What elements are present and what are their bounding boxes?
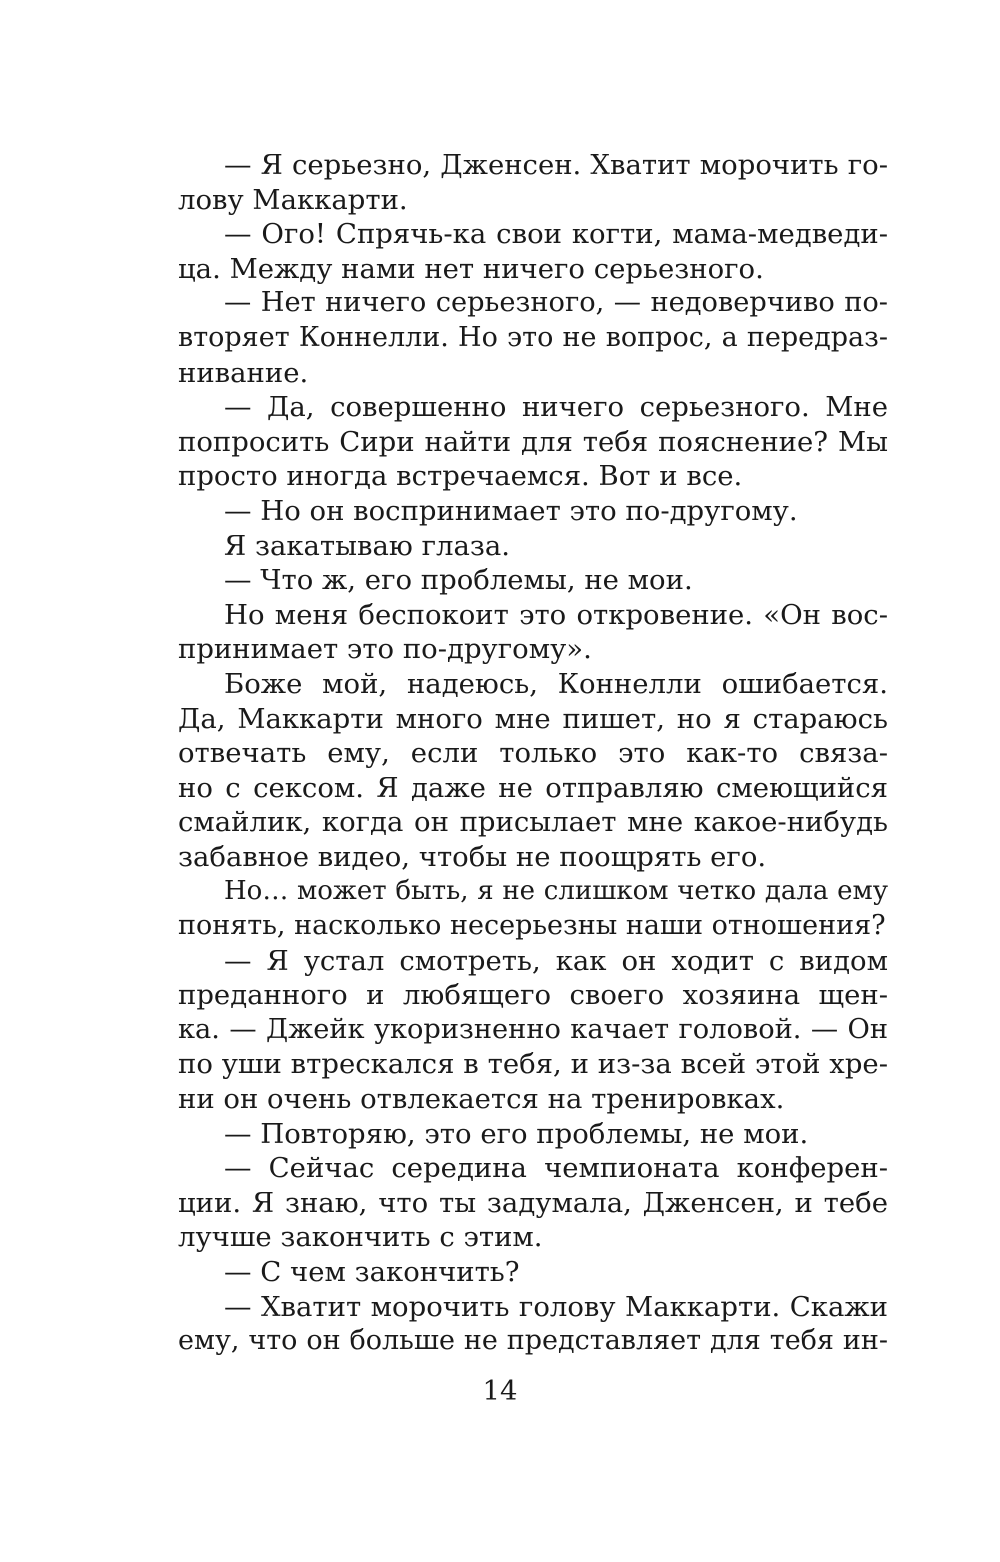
text-line: забавное видео, чтобы не поощрять его. [178, 840, 767, 873]
text-line: — Сейчас середина чемпионата конферен- [224, 1152, 888, 1185]
text-line: — Нет ничего серьезного, — недоверчиво по- [224, 287, 888, 319]
text-line: нивание. [178, 356, 309, 389]
text-line: смайлик, когда он присылает мне какое-нибудь [178, 806, 888, 839]
text-line: — Хватит морочить голову Маккарти. Скажи [224, 1290, 888, 1323]
text-line: ка. — Джейк укоризненно качает головой. — Он [178, 1013, 888, 1045]
text-line: отвечать ему, если только это как-то связа- [178, 737, 888, 770]
text-line: — Что ж, его проблемы, не мои. [224, 564, 693, 597]
text-line: Но… может быть, я не слишком четко дала ему [224, 876, 888, 907]
text-line: — Но он воспринимает это по-другому. [224, 494, 798, 527]
text-line: ции. Я знаю, что ты задумала, Дженсен, и тебе [178, 1186, 888, 1219]
text-line: просто иногда встречаемся. Вот и все. [178, 460, 743, 493]
text-line: но с сексом. Я даже не отправляю смеющийся [178, 771, 888, 804]
text-line: по уши втрескался в тебя, и из-за всей этой хре- [178, 1048, 888, 1081]
text-line: Да, Маккарти много мне пишет, но я стараюсь [178, 702, 888, 735]
text-line: — Повторяю, это его проблемы, не мои. [224, 1117, 809, 1150]
text-line: Боже мой, надеюсь, Коннелли ошибается. [224, 667, 888, 700]
text-line: Но меня беспокоит это откровение. «Он вос- [224, 598, 888, 631]
text-line: — Я устал смотреть, как он ходит с видом [224, 944, 888, 977]
text-line: вторяет Коннелли. Но это не вопрос, а передраз- [178, 321, 888, 353]
text-line: попросить Сири найти для тебя пояснение? Мы [178, 425, 888, 458]
text-line: ца. Между нами нет ничего серьезного. [178, 252, 764, 285]
page-number: 14 [482, 1375, 518, 1407]
text-line: принимает это по-другому». [178, 633, 592, 666]
text-line: преданного и любящего своего хозяина щен- [178, 979, 888, 1012]
text-line: Я закатываю глаза. [224, 529, 510, 562]
body-text [178, 148, 888, 1359]
text-line: — Да, совершенно ничего серьезного. Мне [224, 391, 888, 424]
text-line: — Ого! Спрячь-ка свои когти, мама-медведи- [224, 218, 888, 251]
text-line: — С чем закончить? [224, 1256, 520, 1288]
text-line: лучше закончить с этим. [178, 1221, 543, 1254]
text-line: ему, что он больше не представляет для тебя ин- [178, 1325, 888, 1357]
text-line: ни он очень отвлекается на тренировках. [178, 1083, 785, 1116]
text-line: лову Маккарти. [178, 183, 408, 216]
text-line: понять, насколько несерьезны наши отношения? [178, 910, 886, 942]
text-line: — Я серьезно, Дженсен. Хватит морочить го- [224, 149, 888, 181]
